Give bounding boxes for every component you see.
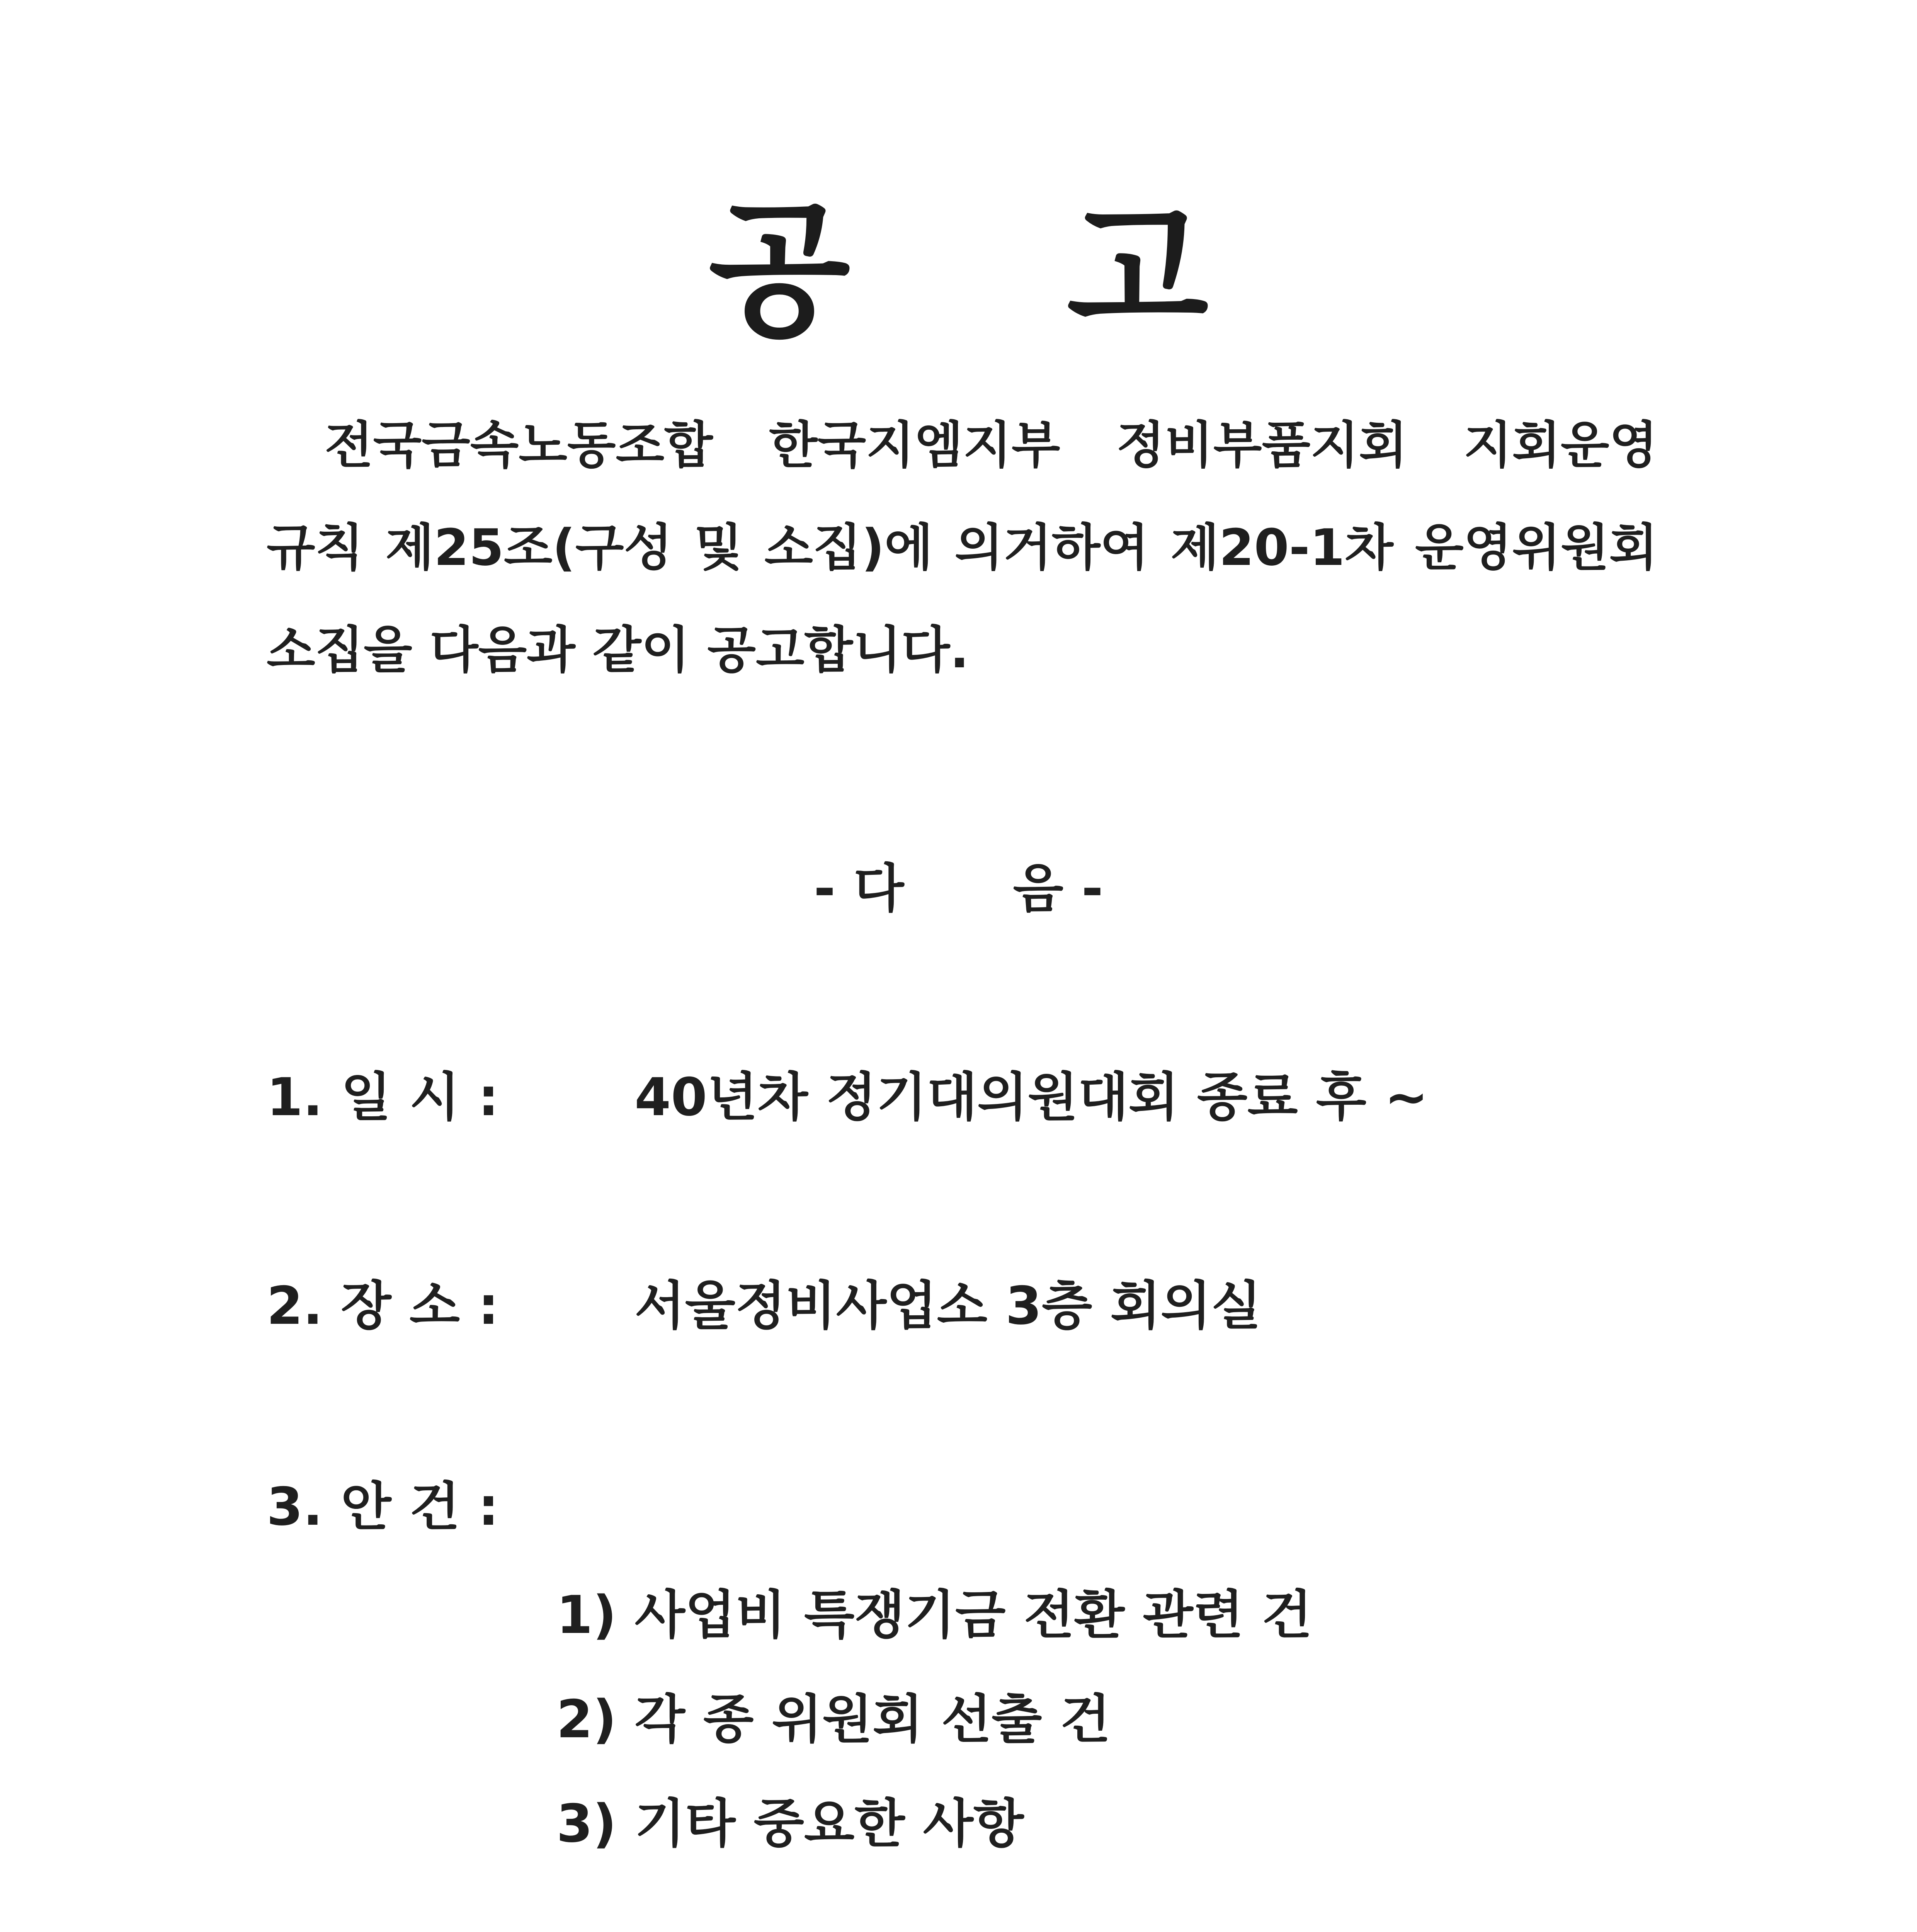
item-agenda	[267, 1468, 634, 1546]
item-label: 장 소 :	[341, 1276, 499, 1336]
title-char-1: 공	[708, 184, 850, 357]
notice-paragraph	[267, 394, 1658, 701]
item-label: 안 건 :	[341, 1476, 499, 1537]
item-value: 서울정비사업소 3층 회의실	[634, 1276, 1262, 1336]
document-title	[0, 182, 1917, 359]
item-value: 40년차 정기대의원대회 종료 후 ~	[634, 1067, 1429, 1128]
paragraph-line-3: 소집을 다음과 같이 공고합니다.	[267, 621, 969, 679]
item-number: 2.	[267, 1276, 323, 1336]
item-date-time	[267, 1059, 1428, 1136]
item-number: 1.	[267, 1067, 323, 1128]
agenda-item: 1) 사업비 특쟁기금 전환 관련 건	[556, 1585, 1312, 1645]
agenda-item: 2) 각 종 위원회 선출 건	[556, 1689, 1111, 1750]
title-char-2: 고	[1067, 184, 1209, 357]
paragraph-line-1: 전국금속노동조합 한국지엠지부 정비부품지회 지회운영	[325, 416, 1658, 474]
agenda-item: 3) 기타 중요한 사항	[556, 1793, 1024, 1854]
item-number: 3.	[267, 1476, 323, 1537]
item-label: 일 시 :	[341, 1067, 499, 1128]
item-location	[267, 1267, 1262, 1345]
paragraph-line-2: 규칙 제25조(구성 및 소집)에 의거하여 제20-1차 운영위원회	[267, 518, 1658, 577]
section-heading: - 다 음 -	[814, 858, 1103, 919]
